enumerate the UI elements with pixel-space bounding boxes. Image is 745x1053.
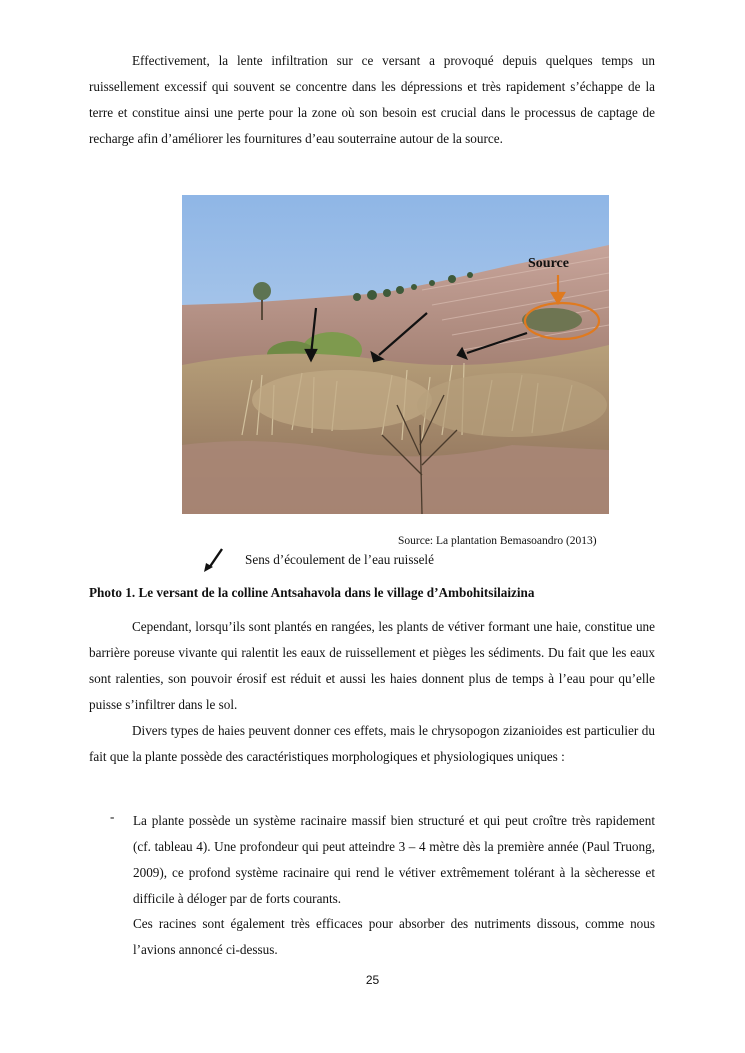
bullet-root-system: La plante possède un système racinaire massif bien structuré et qui peut croître très rapidement (cf. tableau 4). Une profondeur qui peut atteindre 3 – 4 mètre dès la première année (Paul Truong, 2009), ce profond système racinaire qui rend le vétiver extrêmement tolérant à la sècheresse et difficile à déloger par de forts courants. [133, 813, 655, 906]
flow-arrow-icon [200, 546, 230, 576]
photo-credit: Source: La plantation Bemasoandro (2013) [398, 535, 597, 547]
hillside-photo [182, 195, 609, 514]
photo-caption: Photo 1. Le versant de la colline Antsahavola dans le village d’Ambohitsilaizina [89, 585, 535, 600]
paragraph-hedge-types: Divers types de haies peuvent donner ces effets, mais le chrysopogon zizanioides est particulier du fait que la plante possède des caractéristiques morphologiques et physiologiques uniques : [89, 723, 655, 764]
flow-legend-text: Sens d’écoulement de l’eau ruisselé [245, 552, 434, 567]
bullet-root-nutrients: Ces racines sont également très efficaces pour absorber des nutriments dissous, comme nous l’avions annoncé ci-dessus. [133, 916, 655, 957]
page-number: 25 [365, 973, 380, 987]
paragraph-intro: Effectivement, la lente infiltration sur ce versant a provoqué depuis quelques temps un ruissellement excessif qui souvent se concentre dans les dépressions et très rapidement s’échappe de la terre et constitue ainsi une perte pour la zone où son besoin est crucial dans le processus de captage de recharge afin d’améliorer les fournitures d’eau souterraine autour de la source. [89, 53, 655, 146]
bullet-dash: - [110, 809, 115, 824]
paragraph-vetiver-hedge: Cependant, lorsqu’ils sont plantés en rangées, les plants de vétiver formant une haie, constitue une barrière poreuse vivante qui ralentit les eaux de ruissellement et pièges les sédiments. Du fait que les eaux sont ralenties, son pouvoir érosif est réduit et aussi les haies donnent plus de temps à l’eau pour qu’elle puisse s’infiltrer dans le sol. [89, 619, 655, 712]
source-label: Source [528, 256, 569, 271]
